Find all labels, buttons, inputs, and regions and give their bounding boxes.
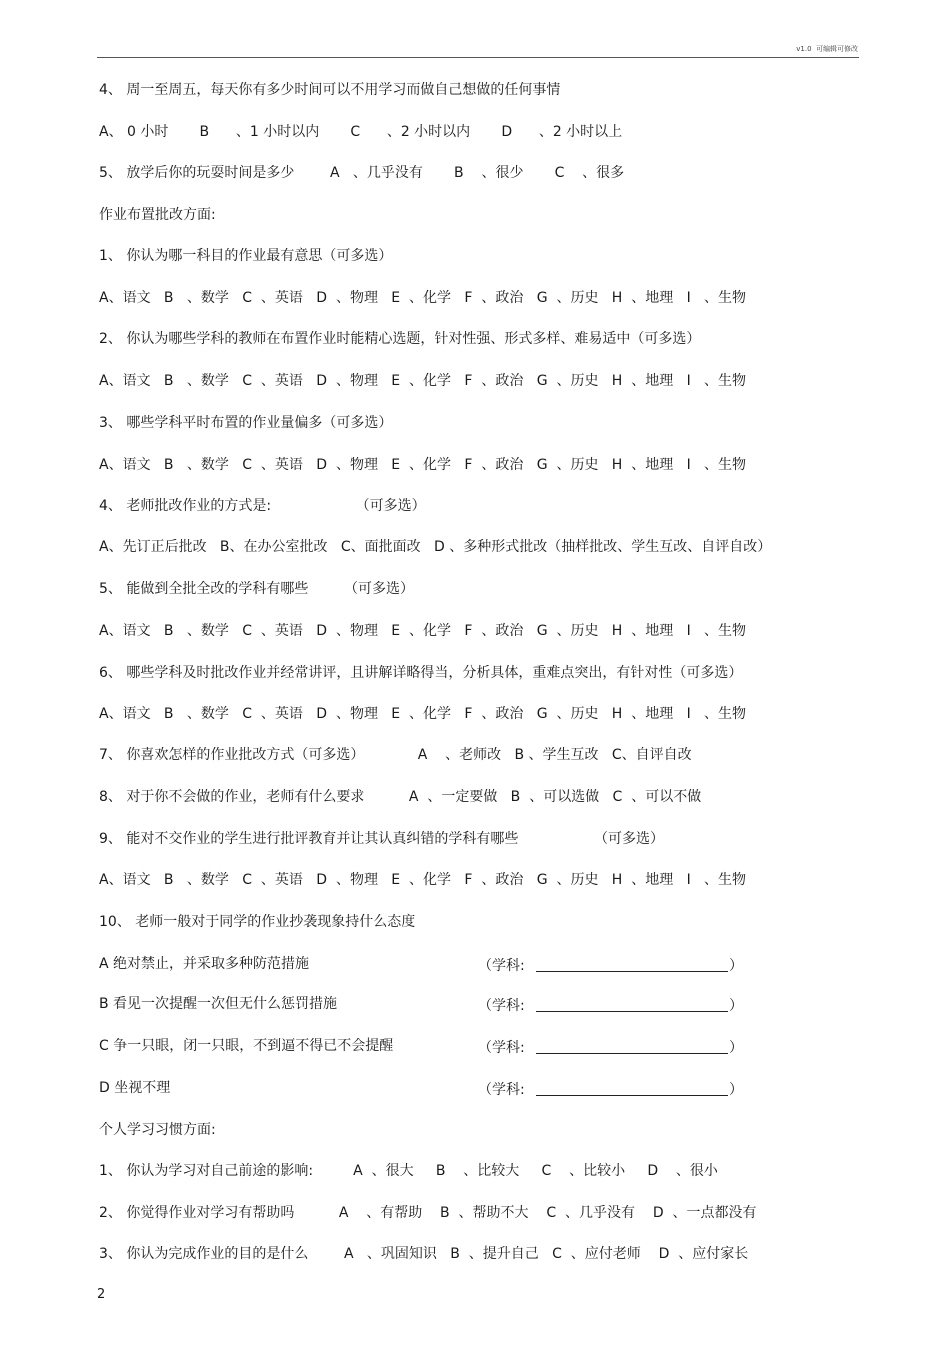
hw-question-2: 2、 你认为哪些学科的教师在布置作业时能精心选题，针对性强、形式多样、难易适中（可多选）: [99, 331, 701, 347]
header-version: v1.0 可编辑可修改: [796, 45, 858, 53]
subject-label-c: （学科:: [478, 1040, 525, 1056]
subject-close-a: ）: [729, 958, 743, 974]
habit-question-2: 2、 你觉得作业对学习有帮助吗 A 、有帮助 B 、帮助不大 C 、几乎没有 D 、一点都没有: [99, 1205, 757, 1221]
hw-question-6: 6、 哪些学科及时批改作业并经常讲评，且讲解详略得当，分析具体，重难点突出，有针对性（可多选）: [99, 665, 743, 681]
hw-question-3: 3、 哪些学科平时布置的作业量偏多（可多选）: [99, 415, 393, 431]
subject-blank-a[interactable]: [536, 957, 728, 972]
hw-question-7: 7、 你喜欢怎样的作业批改方式（可多选） A 、老师改 B 、学生互改 C、自评自改: [99, 747, 692, 763]
subject-close-b: ）: [729, 998, 743, 1014]
subject-blank-d[interactable]: [536, 1081, 728, 1096]
page-number: 2: [97, 1287, 106, 1302]
subject-blank-c[interactable]: [536, 1039, 728, 1054]
habit-question-1: 1、 你认为学习对自己前途的影响: A 、很大 B 、比较大 C 、比较小 D 、很小: [99, 1163, 718, 1179]
subject-blank-b[interactable]: [536, 997, 728, 1012]
hw-options-6: A、语文 B 、数学 C 、英语 D 、物理 E 、化学 F 、政治 G 、历史 H 、地理 I 、生物: [99, 706, 747, 722]
hw-question-10: 10、 老师一般对于同学的作业抄袭现象持什么态度: [99, 914, 416, 930]
question-5-playtime: 5、 放学后你的玩耍时间是多少 A 、几乎没有 B 、很少 C 、很多: [99, 165, 625, 181]
header-rule: [97, 57, 859, 58]
options-q4: A、 0 小时 B 、1 小时以内 C 、2 小时以内 D 、2 小时以上: [99, 124, 623, 140]
hw-options-3: A、语文 B 、数学 C 、英语 D 、物理 E 、化学 F 、政治 G 、历史 H 、地理 I 、生物: [99, 457, 747, 473]
section-habits: 个人学习习惯方面:: [99, 1122, 216, 1138]
subject-close-c: ）: [729, 1040, 743, 1056]
hw-question-8: 8、 对于你不会做的作业，老师有什么要求 A 、一定要做 B 、可以选做 C 、可以不做: [99, 789, 702, 805]
question-4-time: 4、 周一至周五，每天你有多少时间可以不用学习而做自己想做的任何事情: [99, 82, 561, 98]
section-homework: 作业布置批改方面:: [99, 207, 216, 223]
subject-label-b: （学科:: [478, 998, 525, 1014]
hw-question-9: 9、 能对不交作业的学生进行批评教育并让其认真纠错的学科有哪些 （可多选）: [99, 831, 665, 847]
subject-label-d: （学科:: [478, 1082, 525, 1098]
hw-question-5: 5、 能做到全批全改的学科有哪些 （可多选）: [99, 581, 414, 597]
attitude-a: A 绝对禁止，并采取多种防范措施: [99, 956, 310, 972]
hw-options-9: A、语文 B 、数学 C 、英语 D 、物理 E 、化学 F 、政治 G 、历史 H 、地理 I 、生物: [99, 872, 747, 888]
hw-question-4: 4、 老师批改作业的方式是: （可多选）: [99, 498, 426, 514]
subject-close-d: ）: [729, 1082, 743, 1098]
attitude-d: D 坐视不理: [99, 1080, 171, 1096]
habit-question-3: 3、 你认为完成作业的目的是什么 A 、巩固知识 B 、提升自己 C 、应付老师 D 、应付家长: [99, 1246, 749, 1262]
attitude-c: C 争一只眼，闭一只眼，不到逼不得已不会提醒: [99, 1038, 394, 1054]
hw-question-1: 1、 你认为哪一科目的作业最有意思（可多选）: [99, 248, 393, 264]
subject-label-a: （学科:: [478, 958, 525, 974]
hw-options-5: A、语文 B 、数学 C 、英语 D 、物理 E 、化学 F 、政治 G 、历史 H 、地理 I 、生物: [99, 623, 747, 639]
hw-options-2: A、语文 B 、数学 C 、英语 D 、物理 E 、化学 F 、政治 G 、历史 H 、地理 I 、生物: [99, 373, 747, 389]
hw-options-4: A、先订正后批改 B、在办公室批改 C、面批面改 D 、多种形式批改（抽样批改、学生互改、自评自改）: [99, 539, 772, 555]
attitude-b: B 看见一次提醒一次但无什么惩罚措施: [99, 996, 338, 1012]
hw-options-1: A、语文 B 、数学 C 、英语 D 、物理 E 、化学 F 、政治 G 、历史 H 、地理 I 、生物: [99, 290, 747, 306]
